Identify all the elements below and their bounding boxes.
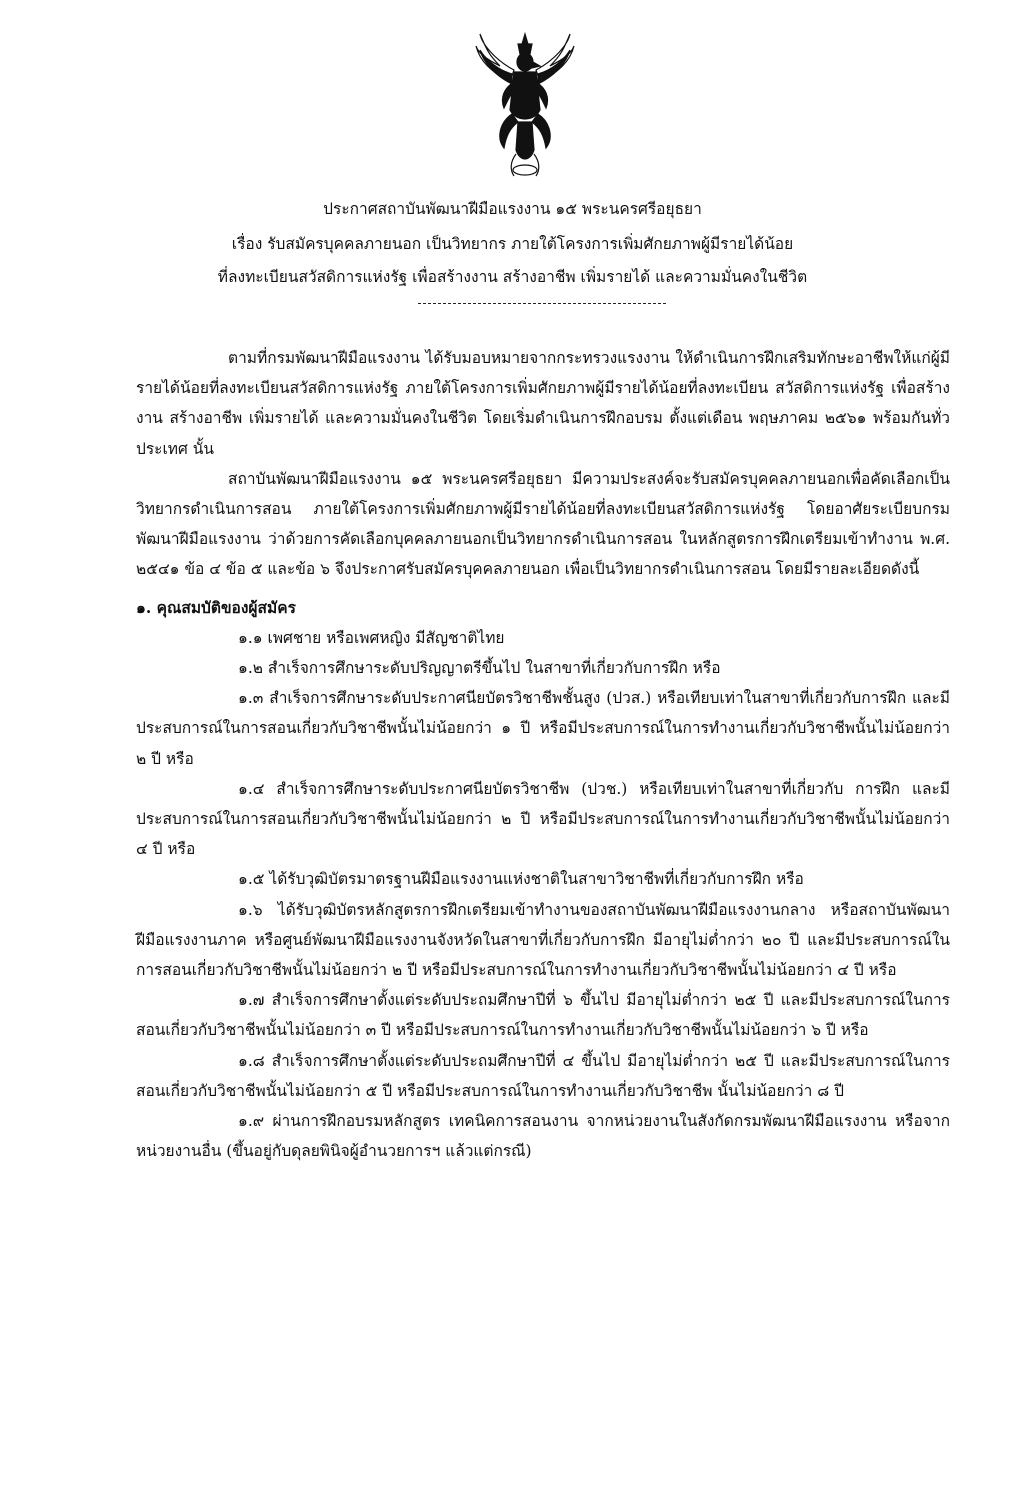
list-item: ๑.๘ สำเร็จการศึกษาตั้งแต่ระดับประถมศึกษาปีที่ ๔ ขึ้นไป มีอายุไม่ต่ำกว่า ๒๕ ปี และมีประสบการณ์ในการสอนเกี่ยวกับวิชาชีพนั้นไม่น้อยกว่า ๕ ปี หรือมีประสบการณ์ในการทำงานเกี่ยวกับวิชาชีพ นั้นไม่น้อยกว่า ๘ ปี bbox=[136, 1051, 950, 1100]
header-divider bbox=[418, 303, 666, 304]
garuda-emblem-icon bbox=[470, 30, 580, 180]
list-item: ๑.๑ เพศชาย หรือเพศหญิง มีสัญชาติไทย bbox=[238, 628, 505, 647]
list-item: ๑.๕ ได้รับวุฒิบัตรมาตรฐานฝีมือแรงงานแห่งชาติในสาขาวิชาชีพที่เกี่ยวกับการฝึก หรือ bbox=[238, 870, 804, 889]
list-item: ๑.๒ สำเร็จการศึกษาระดับปริญญาตรีขึ้นไป ในสาขาที่เกี่ยวกับการฝึก หรือ bbox=[238, 659, 721, 678]
list-item: ๑.๙ ผ่านการฝึกอบรมหลักสูตร เทคนิคการสอนงาน จากหน่วยงานในสังกัดกรมพัฒนาฝีมือแรงงาน หรือจากหน่วยงานอื่น (ขึ้นอยู่กับดุลยพินิจผู้อำนวยการฯ แล้วแต่กรณี) bbox=[136, 1112, 950, 1161]
paragraph-background: ตามที่กรมพัฒนาฝีมือแรงงาน ได้รับมอบหมายจากกระทรวงแรงงาน ให้ดำเนินการฝึกเสริมทักษะอาชีพให้แก่ผู้มีรายได้น้อยที่ลงทะเบียนสวัสดิการแห่งรัฐ ภายใต้โครงการเพิ่มศักยภาพผู้มีรายได้น้อยที่ลงทะเบียน สวัสดิการแห่งรัฐ เพื่อสร้างงาน สร้างอาชีพ เพิ่มรายได้ และความมั่นคงในชีวิต โดยเริ่มดำเนินการฝึกอบรม ตั้งแต่เดือน พฤษภาคม ๒๕๖๑ พร้อมกันทั่วประเทศ นั้น bbox=[136, 349, 950, 458]
list-item: ๑.๓ สำเร็จการศึกษาระดับประกาศนียบัตรวิชาชีพชั้นสูง (ปวส.) หรือเทียบเท่าในสาขาที่เกี่ยวกับการฝึก และมีประสบการณ์ในการสอนเกี่ยวกับวิชาชีพนั้นไม่น้อยกว่า ๑ ปี หรือมีประสบการณ์ในการทำงานเกี่ยวกับวิชาชีพนั้นไม่น้อยกว่า ๒ ปี หรือ bbox=[136, 689, 950, 768]
list-item: ๑.๔ สำเร็จการศึกษาระดับประกาศนียบัตรวิชาชีพ (ปวช.) หรือเทียบเท่าในสาขาที่เกี่ยวกับ การฝึก และมีประสบการณ์ในการสอนเกี่ยวกับวิชาชีพนั้นไม่น้อยกว่า ๒ ปี หรือมีประสบการณ์ในการทำงานเกี่ยวกับวิชาชีพนั้นไม่น้อยกว่า ๔ ปี หรือ bbox=[136, 779, 950, 859]
section-heading: ๑. คุณสมบัติของผู้สมัคร bbox=[136, 597, 296, 617]
paragraph-purpose: สถาบันพัฒนาฝีมือแรงงาน ๑๕ พระนครศรีอยุธยา มีความประสงค์จะรับสมัครบุคคลภายนอกเพื่อคัดเลือกเป็นวิทยากรดำเนินการสอน ภายใต้โครงการเพิ่มศักยภาพผู้มีรายได้น้อยที่ลงทะเบียนสวัสดิการแห่งรัฐ โดยอาศัยระเบียบกรมพัฒนาฝีมือแรงงาน ว่าด้วยการคัดเลือกบุคคลภายนอกเป็นวิทยากรดำเนินการสอน ในหลักสูตรการฝึกเตรียมเข้าทำงาน พ.ศ. ๒๕๔๑ ข้อ ๔ ข้อ ๕ และข้อ ๖ จึงประกาศรับสมัครบุคคลภายนอก เพื่อเป็นวิทยากรดำเนินการสอน โดยมีรายละเอียดดังนี้ bbox=[136, 469, 950, 579]
announcement-subject-cont: ที่ลงทะเบียนสวัสดิการแห่งรัฐ เพื่อสร้างงาน สร้างอาชีพ เพิ่มรายได้ และความมั่นคงในชีวิต bbox=[217, 268, 808, 286]
list-item: ๑.๗ สำเร็จการศึกษาตั้งแต่ระดับประถมศึกษาปีที่ ๖ ขึ้นไป มีอายุไม่ต่ำกว่า ๒๕ ปี และมีประสบการณ์ในการสอนเกี่ยวกับวิชาชีพนั้นไม่น้อยกว่า ๓ ปี หรือมีประสบการณ์ในการทำงานเกี่ยวกับวิชาชีพนั้นไม่น้อยกว่า ๖ ปี หรือ bbox=[136, 991, 950, 1040]
announcement-subject: เรื่อง รับสมัครบุคคลภายนอก เป็นวิทยากร ภายใต้โครงการเพิ่มศักยภาพผู้มีรายได้น้อย bbox=[231, 235, 794, 253]
document-body bbox=[136, 343, 950, 1166]
announcement-title: ประกาศสถาบันพัฒนาฝีมือแรงงาน ๑๕ พระนครศรีอยุธยา bbox=[323, 200, 702, 218]
list-item: ๑.๖ ได้รับวุฒิบัตรหลักสูตรการฝึกเตรียมเข้าทำงานของสถาบันพัฒนาฝีมือแรงงานกลาง หรือสถาบันพัฒนาฝีมือแรงงานภาค หรือศูนย์พัฒนาฝีมือแรงงานจังหวัดในสาขาที่เกี่ยวกับการฝึก มีอายุไม่ต่ำกว่า ๒๐ ปี และมีประสบการณ์ในการสอนเกี่ยวกับวิชาชีพนั้นไม่น้อยกว่า ๒ ปี หรือมีประสบการณ์ในการทำงานเกี่ยวกับวิชาชีพนั้นไม่น้อยกว่า ๔ ปี หรือ bbox=[136, 900, 950, 980]
